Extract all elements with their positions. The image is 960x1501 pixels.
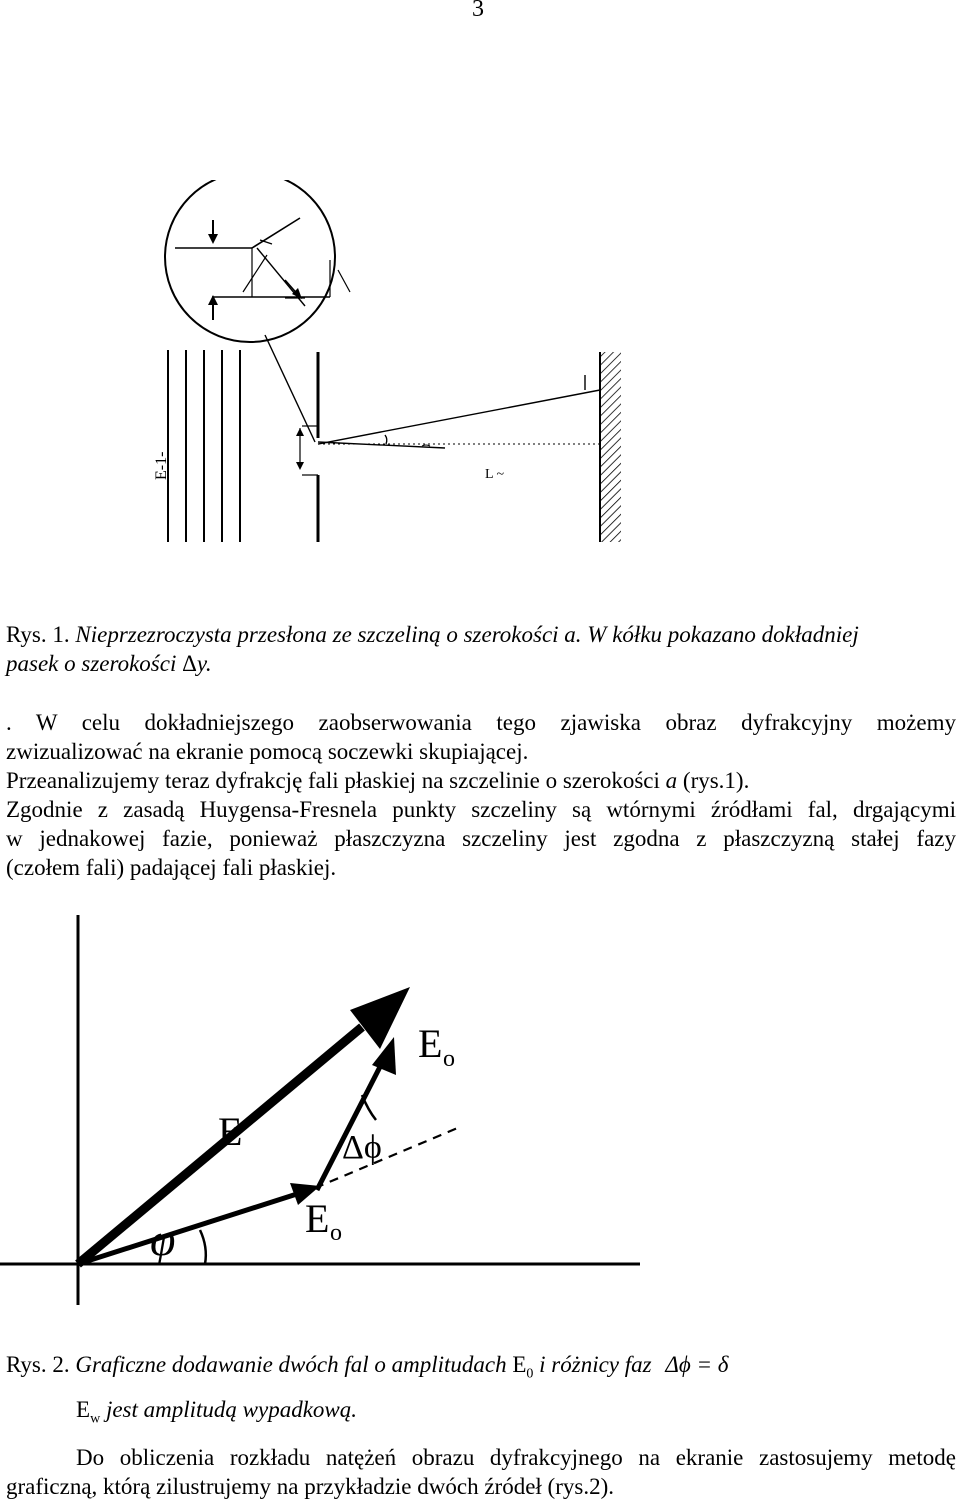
plane-wavefronts	[153, 350, 240, 542]
paragraph-line: w jednakowej fazie, ponieważ płaszczyzna szczeliny jest zgodna z płaszczyzną stałej fazy	[6, 826, 956, 851]
paragraph-line: graficzną, którą zilustrujemy na przykładzie dwóch źródeł (rys.2).	[6, 1474, 614, 1499]
label-e0-top: E	[418, 1021, 443, 1066]
text-span: (rys.1).	[677, 768, 750, 793]
paragraph-line: . W celu dokładniejszego zaobserwowania tego zjawiska obraz dyfrakcyjny możemy	[6, 710, 956, 735]
paragraph-line: Do obliczenia rozkładu natężeń obrazu dyfrakcyjnego na ekranie zastosujemy metodę	[76, 1445, 956, 1470]
caption-text: y.	[196, 651, 212, 676]
paragraph-line	[6, 766, 956, 795]
label-e: E	[218, 1109, 243, 1154]
label-e0-bottom: E	[305, 1196, 330, 1241]
e0-vector-top	[317, 1055, 386, 1190]
observation-screen	[600, 352, 621, 542]
paragraph-line: Zgodnie z zasadą Huygensa-Fresnela punkty szczeliny są wtórnymi źródłami fal, drgającymi	[6, 797, 956, 822]
caption-text: Nieprzezroczysta przesłona ze szczeliną o szerokości a. W kółku pokazano dokładniej	[75, 622, 859, 647]
e0-vector-bottom	[78, 1193, 300, 1264]
caption-label: Rys. 1.	[6, 622, 70, 647]
text-span: Przeanalizujemy teraz dyfrakcję fali płaskiej na szczelinie o szerokości	[6, 768, 666, 793]
svg-text:L ~: L ~	[485, 467, 505, 482]
caption-text: pasek o szerokości	[6, 651, 183, 676]
opaque-screen	[296, 352, 445, 542]
paragraph-line: (czołem fali) padającej fali płaskiej.	[6, 855, 337, 880]
phasor-addition-diagram	[0, 915, 660, 1310]
variable-a: a	[665, 768, 678, 793]
caption-label: Rys. 2.	[6, 1352, 70, 1377]
figure2-caption	[6, 1350, 956, 1433]
label-e0-top-sub: o	[443, 1046, 455, 1072]
paragraph-line: zwizualizować na ekranie pomocą soczewki skupiającej.	[6, 739, 529, 764]
caption-text: i różnicy faz	[533, 1352, 658, 1377]
paragraph-2	[6, 1443, 956, 1501]
symbol-e0: $E_0$	[512, 1352, 534, 1382]
phi-arc	[200, 1230, 206, 1264]
symbol-ew: $E_w$	[76, 1396, 101, 1427]
caption-text: jest amplitudą wypadkową.	[100, 1396, 358, 1422]
formula: Δϕ = δ	[665, 1352, 729, 1377]
page-number: 3	[472, 0, 484, 22]
label-dphi: Δϕ	[342, 1129, 382, 1166]
dphi-arc	[362, 1095, 376, 1120]
reference-dashed-line	[315, 1127, 460, 1188]
paragraph-1	[6, 708, 956, 882]
figure1-caption	[6, 620, 956, 678]
slit-diffraction-diagram	[140, 180, 660, 550]
svg-text:E-1-: E-1-	[153, 451, 170, 480]
label-e0-bottom-sub: o	[330, 1220, 342, 1246]
caption-text: Graficzne dodawanie dwóch fal o amplitudach	[75, 1352, 513, 1377]
delta-symbol: Δ	[182, 651, 197, 676]
magnified-circle	[165, 180, 350, 342]
label-phi: φ	[150, 1214, 176, 1265]
